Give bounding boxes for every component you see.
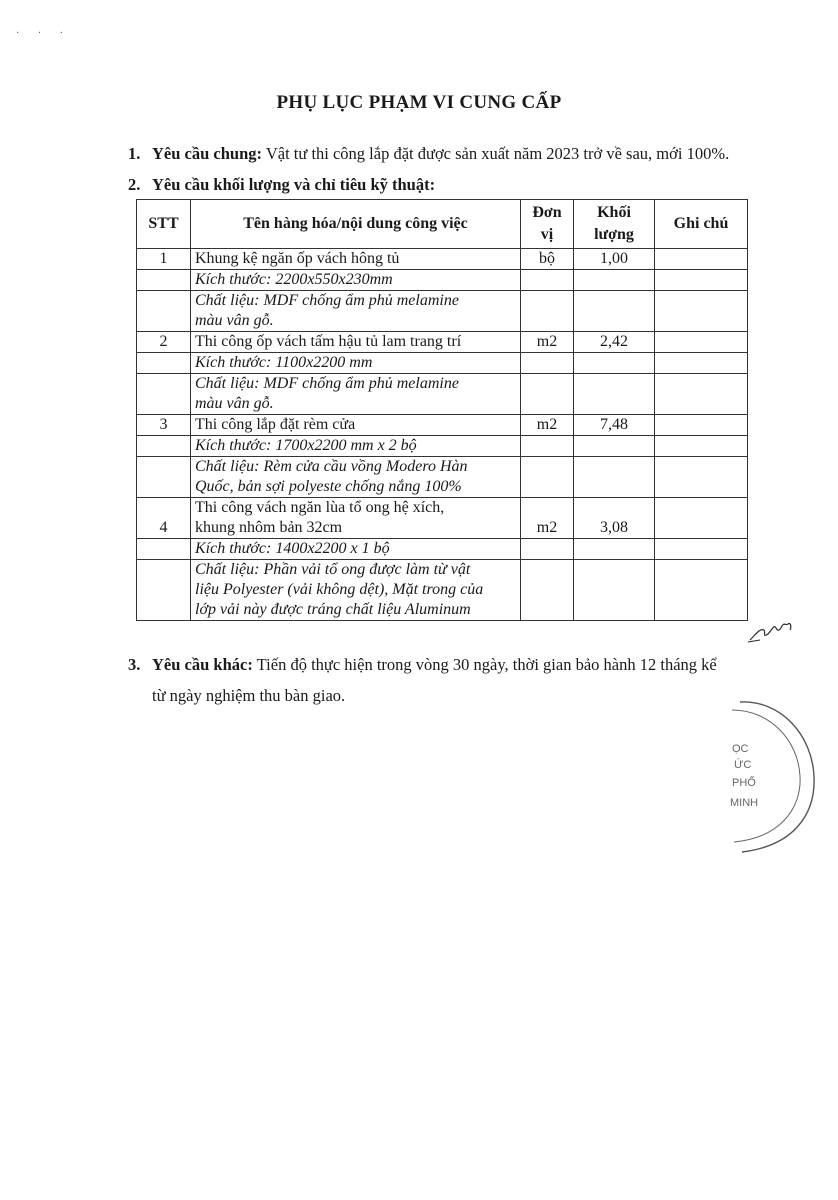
stamp-text: PHỐ — [732, 777, 756, 789]
cell-stt: 4 — [137, 498, 191, 539]
table-row — [137, 270, 748, 291]
table-row — [137, 415, 748, 436]
table-row — [137, 291, 748, 332]
requirement-number: 2. — [128, 175, 141, 194]
table-row — [137, 374, 748, 415]
cell-name: Khung kệ ngăn ốp vách hông tủ — [191, 249, 521, 270]
official-stamp — [712, 696, 838, 856]
cell-size: Kích thước: 1400x2200 x 1 bộ — [191, 539, 521, 560]
scan-specks: · · · — [16, 28, 71, 39]
table-header-row — [137, 200, 748, 249]
cell-unit: m2 — [521, 332, 574, 353]
table-row — [137, 332, 748, 353]
requirement-number: 1. — [128, 144, 141, 163]
table-row — [137, 249, 748, 270]
header-quantity: Khối lượng — [574, 200, 655, 249]
requirement-general — [128, 140, 788, 168]
stamp-text: ỨC — [734, 759, 752, 771]
requirement-text: Vật tư thi công lắp đặt được sản xuất năm 2023 trở về sau, mới 100%. — [262, 144, 730, 163]
requirement-label: Yêu cầu khác: — [152, 655, 253, 674]
requirement-label: Yêu cầu chung: — [152, 144, 263, 163]
specification-table — [136, 199, 748, 621]
cell-stt: 1 — [137, 249, 191, 270]
header-name: Tên hàng hóa/nội dung công việc — [191, 200, 521, 249]
cell-unit: m2 — [521, 415, 574, 436]
header-stt: STT — [137, 200, 191, 249]
requirement-label: Yêu cầu khối lượng và chỉ tiêu kỹ thuật: — [152, 175, 436, 194]
stamp-text: ỌC — [732, 743, 749, 755]
table-row — [137, 353, 748, 374]
table-row — [137, 539, 748, 560]
cell-material: Chất liệu: MDF chống ẩm phủ melamine màu vân gỗ. — [191, 374, 521, 415]
cell-size: Kích thước: 2200x550x230mm — [191, 270, 521, 291]
table-row — [137, 498, 748, 539]
cell-material: Chất liệu: Phần vải tổ ong được làm từ vật liệu Polyester (vải không dệt), Mặt trong của lớp vải này được tráng chất liệu Aluminum — [191, 560, 521, 621]
cell-note — [655, 332, 748, 353]
table-row — [137, 560, 748, 621]
requirement-text: Tiến độ thực hiện trong vòng 30 ngày, thời gian bảo hành 12 tháng kể — [252, 655, 717, 674]
cell-quantity: 7,48 — [574, 415, 655, 436]
cell-quantity: 3,08 — [574, 498, 655, 539]
cell-name: Thi công vách ngăn lùa tổ ong hệ xích, khung nhôm bản 32cm — [191, 498, 521, 539]
cell-unit: bộ — [521, 249, 574, 270]
cell-note — [655, 498, 748, 539]
cell-stt: 2 — [137, 332, 191, 353]
requirement-other — [128, 651, 768, 679]
cell-quantity: 1,00 — [574, 249, 655, 270]
cell-note — [655, 249, 748, 270]
stamp-text: MINH — [730, 797, 759, 809]
initials-signature — [746, 610, 796, 646]
header-unit: Đơn vị — [521, 200, 574, 249]
table-row — [137, 457, 748, 498]
cell-size: Kích thước: 1700x2200 mm x 2 bộ — [191, 436, 521, 457]
requirement-technical — [128, 171, 788, 199]
cell-material: Chất liệu: MDF chống ẩm phủ melamine màu vân gỗ. — [191, 291, 521, 332]
page-title: PHỤ LỤC PHẠM VI CUNG CẤP — [276, 92, 562, 113]
cell-note — [655, 415, 748, 436]
cell-name: Thi công ốp vách tấm hậu tủ lam trang trí — [191, 332, 521, 353]
cell-size: Kích thước: 1100x2200 mm — [191, 353, 521, 374]
cell-name: Thi công lắp đặt rèm cửa — [191, 415, 521, 436]
requirement-number: 3. — [128, 655, 141, 674]
requirement-continuation: từ ngày nghiệm thu bàn giao. — [152, 686, 346, 705]
header-note: Ghi chú — [655, 200, 748, 249]
cell-stt: 3 — [137, 415, 191, 436]
cell-quantity: 2,42 — [574, 332, 655, 353]
cell-unit: m2 — [521, 498, 574, 539]
table-row — [137, 436, 748, 457]
cell-material: Chất liệu: Rèm cửa cầu vồng Modero Hàn Quốc, bản sợi polyeste chống nắng 100% — [191, 457, 521, 498]
